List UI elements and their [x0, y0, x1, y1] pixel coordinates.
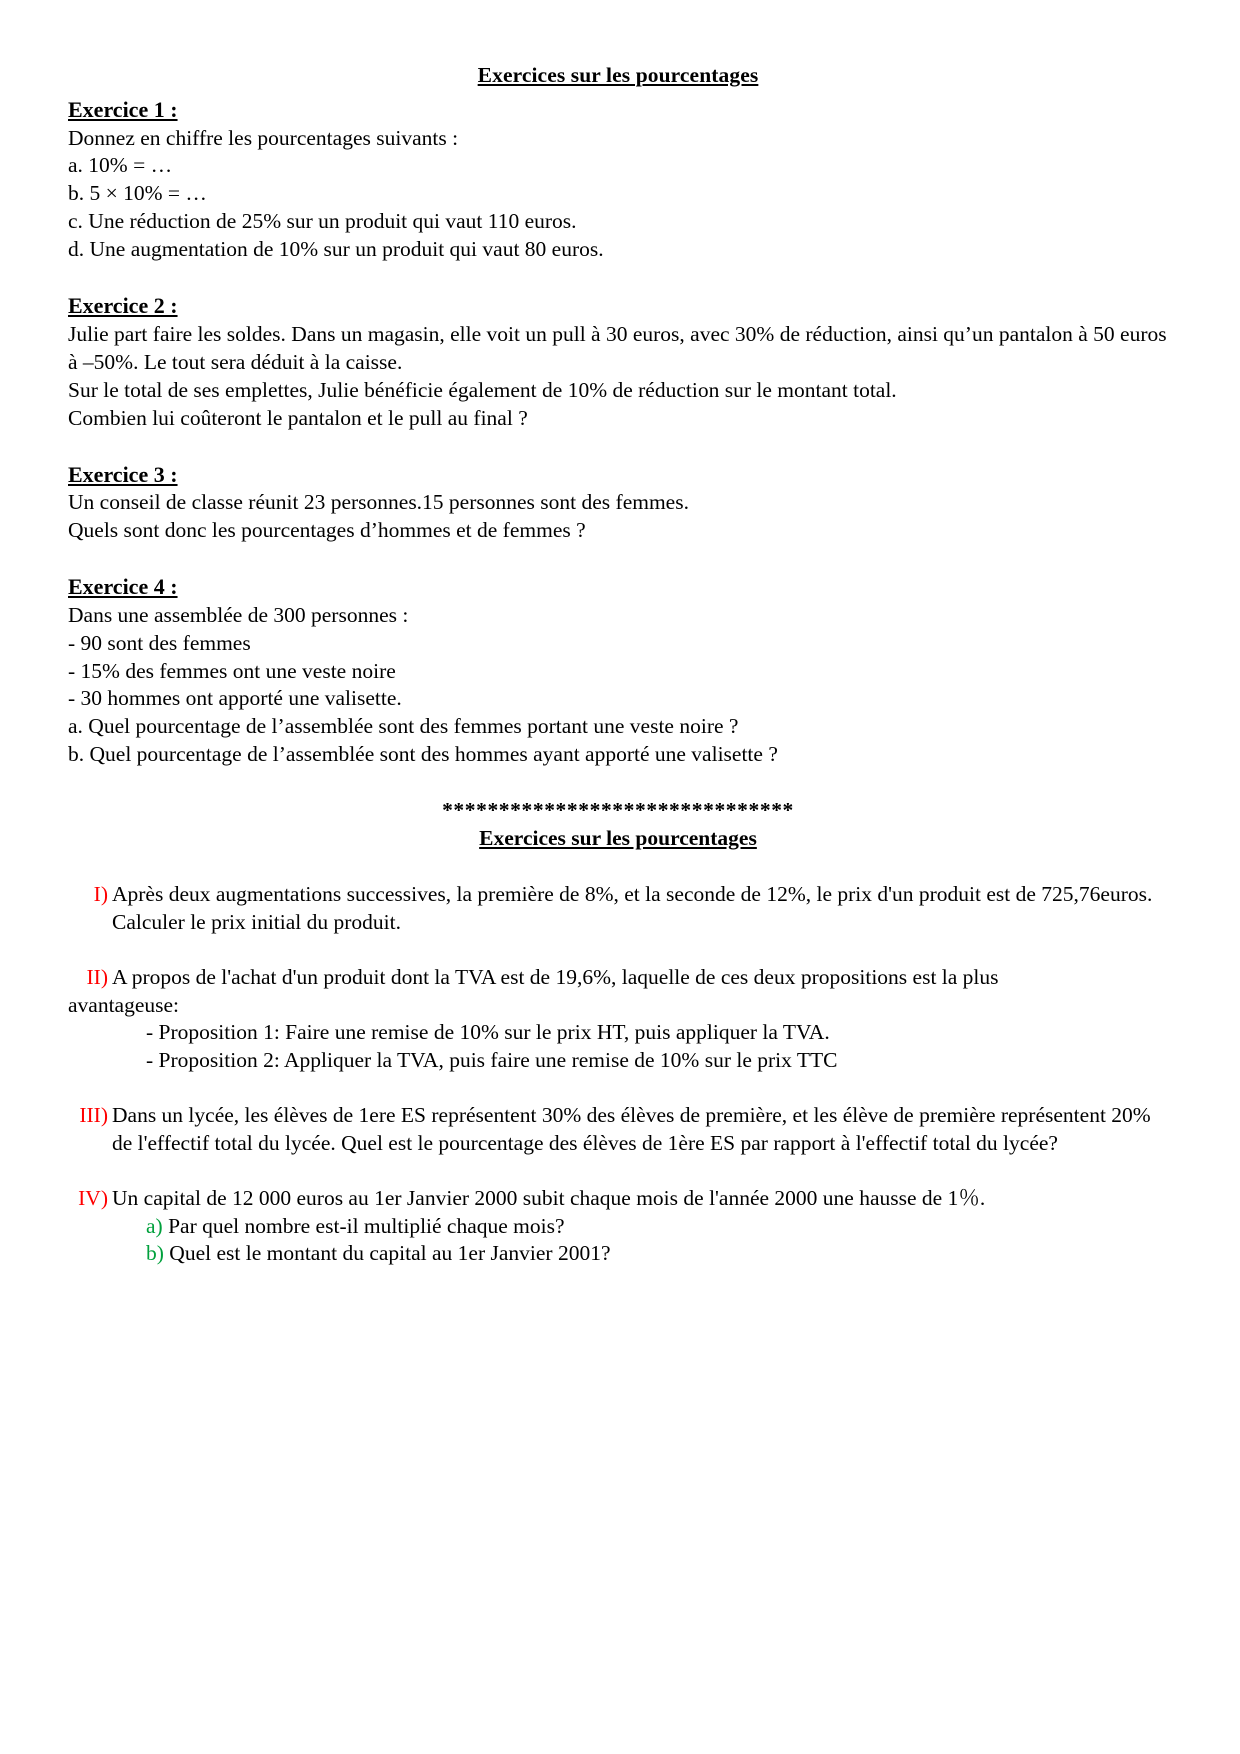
section-2-title: Exercices sur les pourcentages [479, 826, 757, 851]
exercise-2-block [68, 292, 1168, 432]
exercise-1-intro: Donnez en chiffre les pourcentages suivants : [68, 125, 459, 150]
exercise-4-block [68, 573, 1168, 769]
exercise-4-item-3: - 30 hommes ont apporté une valisette. [68, 686, 402, 711]
spacer [68, 936, 1168, 964]
problem-III [68, 1102, 1168, 1157]
exercise-1-item-a: a. 10% = … [68, 153, 173, 178]
exercise-2-paragraph: Julie part faire les soldes. Dans un magasin, elle voit un pull à 30 euros, avec 30% de réduction, ainsi qu’un pantalon à 50 euros à –50%. Le tout sera déduit à la caisse. [68, 321, 1167, 374]
exercise-3-line-1: Un conseil de classe réunit 23 personnes.15 personnes sont des femmes. [68, 490, 689, 515]
exercise-1-item-b: b. 5 × 10% = … [68, 181, 207, 206]
problem-IV-text: Un capital de 12 000 euros au 1er Janvier 2000 subit chaque mois de l'année 2000 une hausse de 1％. [112, 1186, 986, 1211]
problem-IV-subitem-b-text: Quel est le montant du capital au 1er Janvier 2001? [169, 1241, 611, 1266]
exercise-2-heading: Exercice 2 : [68, 293, 178, 319]
problem-II-proposition-2: - Proposition 2: Appliquer la TVA, puis faire une remise de 10% sur le prix TTC [146, 1047, 838, 1072]
spacer [68, 545, 1168, 573]
spacer [68, 264, 1168, 292]
exercise-4-item-2: - 15% des femmes ont une veste noire [68, 658, 396, 683]
problem-III-marker: III) [79, 1103, 108, 1128]
problem-IV-subitem-a-marker: a) [146, 1213, 163, 1238]
exercise-1-item-d: d. Une augmentation de 10% sur un produit qui vaut 80 euros. [68, 237, 604, 262]
problem-II-marker: II) [86, 965, 108, 990]
asterisk-separator: ******************************* [442, 798, 794, 823]
problem-II-proposition-1: - Proposition 1: Faire une remise de 10% sur le prix HT, puis appliquer la TVA. [146, 1020, 830, 1045]
problem-IV-subitem-b-marker: b) [146, 1241, 164, 1266]
spacer [68, 1074, 1168, 1102]
exercise-3-heading: Exercice 3 : [68, 461, 178, 487]
spacer [68, 769, 1168, 797]
exercise-2-line-2: Sur le total de ses emplettes, Julie bénéficie également de 10% de réduction sur le montant total. [68, 377, 897, 402]
problem-I-marker: I) [93, 882, 108, 907]
spacer [68, 853, 1168, 881]
problem-II [68, 964, 1168, 1074]
exercise-2-question: Combien lui coûteront le pantalon et le pull au final ? [68, 405, 528, 430]
problem-IV-marker: IV) [78, 1186, 108, 1211]
problem-I [68, 881, 1168, 936]
page-title: Exercices sur les pourcentages [477, 63, 759, 87]
exercise-4-heading: Exercice 4 : [68, 574, 178, 600]
spacer [68, 433, 1168, 461]
exercise-1-item-c: c. Une réduction de 25% sur un produit qui vaut 110 euros. [68, 209, 577, 234]
problem-IV [68, 1185, 1168, 1268]
exercise-4-question-a: a. Quel pourcentage de l’assemblée sont des femmes portant une veste noire ? [68, 714, 739, 739]
exercise-4-item-1: - 90 sont des femmes [68, 630, 251, 655]
problem-I-text: Après deux augmentations successives, la première de 8%, et la seconde de 12%, le prix d'un produit est de 725,76euros. Calculer le prix initial du produit. [112, 882, 1153, 934]
spacer [68, 1157, 1168, 1185]
exercise-4-intro: Dans une assemblée de 300 personnes : [68, 602, 409, 627]
problem-IV-subitem-a [112, 1213, 1168, 1241]
exercise-4-question-b: b. Quel pourcentage de l’assemblée sont des hommes ayant apporté une valisette ? [68, 742, 778, 767]
exercise-3-question: Quels sont donc les pourcentages d’hommes et de femmes ? [68, 518, 586, 543]
exercise-1-block [68, 96, 1168, 264]
problem-II-text: A propos de l'achat d'un produit dont la TVA est de 19,6%, laquelle de ces deux propositions est la plus [112, 965, 999, 990]
problem-III-text: Dans un lycée, les élèves de 1ere ES représentent 30% des élèves de première, et les élève de première représentent 20% de l'effectif total du lycée. Quel est le pourcentage des élèves de 1ère ES par rapport à l'effectif total du lycée? [112, 1103, 1151, 1155]
exercise-1-heading: Exercice 1 : [68, 96, 178, 122]
problem-IV-subitem-a-text: Par quel nombre est-il multiplié chaque mois? [168, 1213, 565, 1238]
exercise-3-block [68, 461, 1168, 545]
problem-IV-subitem-b [112, 1240, 1168, 1268]
problem-II-continuation: avantageuse: [68, 992, 180, 1017]
